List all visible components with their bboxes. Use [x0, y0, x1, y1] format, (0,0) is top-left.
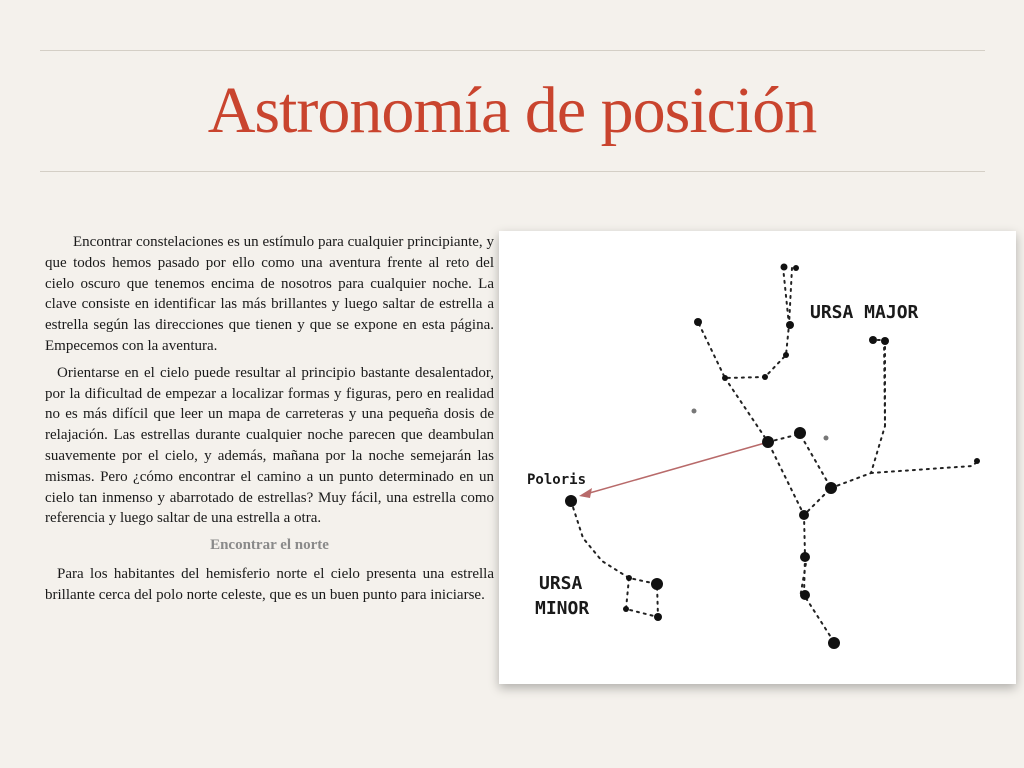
label-polaris: Poloris: [527, 472, 587, 488]
star: [626, 575, 632, 581]
ursa-major-lines: [698, 267, 789, 378]
paragraph-intro: Encontrar constelaciones es un estímulo para cualquier principiante, y que todos hemos pasado por ello como una aventura frente al reto del cielo oscuro que tenemos encima de nosotros para cualquier noche. La clave consiste en identificar las más brillantes y luego saltar de estrella a estrella según las direcciones que tienen y que se expone en esta página. Empecemos con la aventura.: [45, 234, 494, 354]
star: [799, 510, 809, 520]
label-ursa-minor-2: MINOR: [535, 598, 590, 619]
star: [825, 482, 837, 494]
star: [793, 265, 799, 271]
top-divider: [40, 50, 985, 51]
star: [651, 578, 663, 590]
star: [800, 590, 810, 600]
star: [762, 374, 768, 380]
star: [800, 552, 810, 562]
paragraph-orientation: Orientarse en el cielo puede resultar al principio bastante desalentador, por la dificultad de empezar a localizar formas y figuras, pero en realidad no es más difícil que leer un mapa de carreteras y una pequeña dosis de relajación. Las estrellas durante cualquier noche parecen que deambulan suavemente por el cielo, y además, mañana por la noche semejarán las mismas. Pero ¿cómo encontrar el camino a un punto determinado en un cielo tan inmenso y abarrotado de estrellas? Muy fácil, una estrella como referencia y luego saltar de una estrella a otra.: [45, 364, 494, 527]
star: [781, 264, 788, 271]
polaris-pointer-head: [579, 488, 592, 498]
paragraph-north: Para los habitantes del hemisferio norte el cielo presenta una estrella brillante cerca del polo norte celeste, que es un buen punto para iniciarse.: [45, 565, 494, 603]
label-ursa-major: URSA MAJOR: [810, 302, 919, 323]
star: [828, 637, 840, 649]
constellation-map: [499, 231, 1016, 684]
star: [623, 606, 629, 612]
star: [786, 321, 794, 329]
star: [694, 318, 702, 326]
label-ursa-minor-1: URSA: [539, 573, 583, 594]
star: [762, 436, 774, 448]
star: [722, 375, 728, 381]
star: [881, 337, 889, 345]
page-title: Astronomía de posición: [207, 74, 817, 147]
star: [783, 352, 789, 358]
star: [654, 613, 662, 621]
star: [869, 336, 877, 344]
polaris-pointer: [586, 443, 765, 494]
star: [824, 436, 829, 441]
star: [974, 458, 980, 464]
constellation-figure: [499, 231, 1016, 684]
star: [794, 427, 806, 439]
star: [565, 495, 577, 507]
section-subheading: Encontrar el norte: [210, 537, 329, 554]
article-text: [45, 232, 494, 612]
star: [692, 409, 697, 414]
title-divider: [40, 171, 985, 172]
